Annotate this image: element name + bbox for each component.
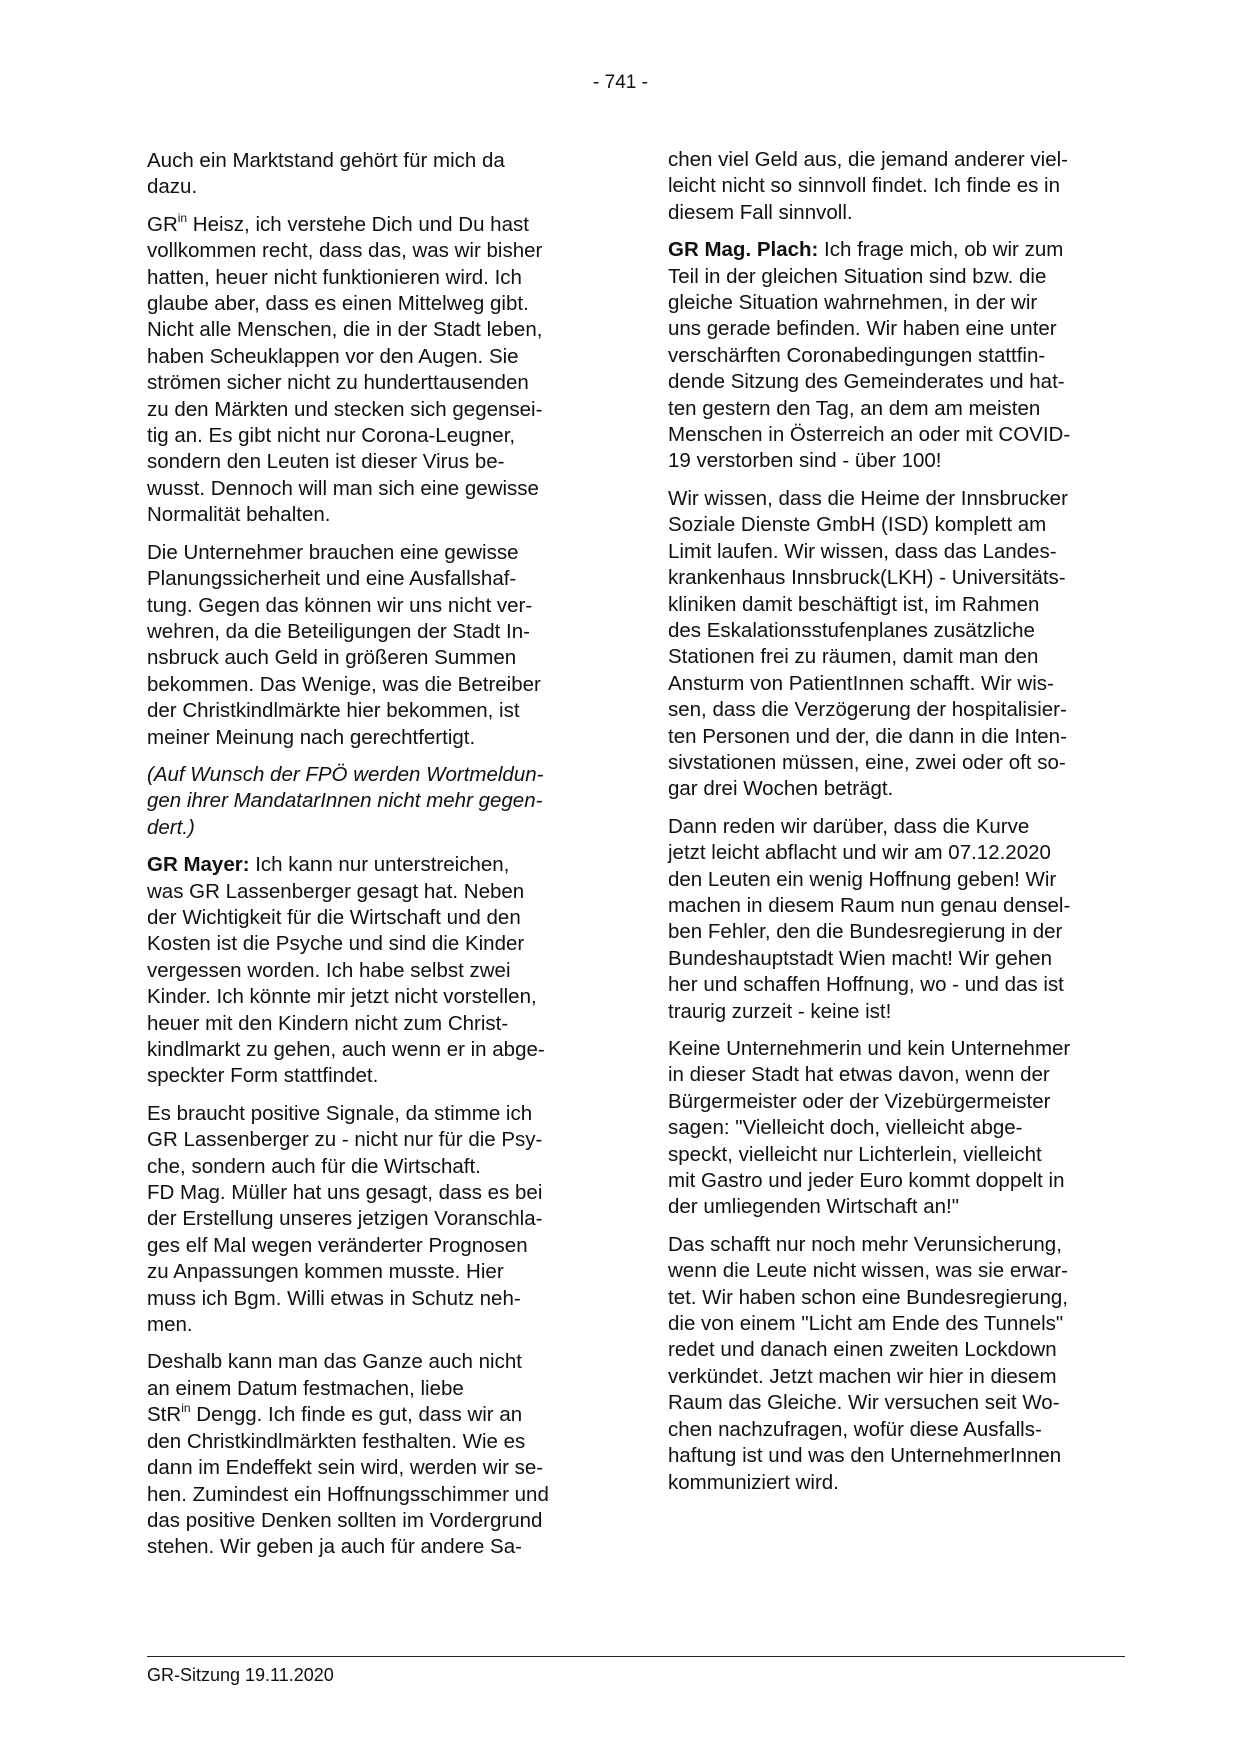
paragraph: Die Unternehmer brauchen eine gewisse Planungssicherheit und eine Ausfallshaf- tung. Gegen das können wir uns nicht ver- wehren, da die Beteiligungen der Stadt In- nsbruck auch Geld in größeren Summen bekommen. Das Wenige, was die Betreiber der Christkindlmärkte hier bekommen, ist meiner Meinung nach gerechtfertigt. — [147, 540, 541, 749]
speech-text: Ich frage mich, ob wir zum Teil in der gleichen Situation sind bzw. die gleiche Situation wahrnehmen, in der wir uns gerade befinden. Wir haben eine unter verschärften Coronabedingungen stattfin- dende Sitzung des Gemeinderates und hat- ten gestern den Tag, an dem am meisten Menschen in Österreich an oder mit COVID- 19 verstorben sind - über 100! — [668, 238, 1071, 473]
title-superscript: in — [181, 1401, 191, 1416]
left-column — [147, 148, 599, 1572]
paragraph: Das schafft nur noch mehr Verunsicherung, wenn die Leute nicht wissen, was sie erwar- tet. Wir haben schon eine Bundesregierung, die von einem "Licht am Ende des Tunnels" redet und danach einen zweiten Lockdown verkündet. Jetzt machen wir hier in diesem Raum das Gleiche. Wir versuchen seit Wo- chen nachzufragen, wofür diese Ausfalls- haftung ist und was den UnternehmerInnen kommuniziert wird. — [668, 1232, 1069, 1494]
speaker-name: GR Mayer: — [147, 853, 250, 877]
speech-paragraph — [147, 852, 599, 1090]
paragraph: Es braucht positive Signale, da stimme ich GR Lassenberger zu - nicht nur für die Psy- che, sondern auch für die Wirtschaft. FD Mag. Müller hat uns gesagt, dass es bei der Erstellung unseres jetzigen Voranschla- ges elf Mal wegen veränderter Prognosen zu Anpassungen kommen musste. Hier muss ich Bgm. Willi etwas in Schutz neh- men. — [147, 1101, 543, 1337]
paragraph-text: Deshalb kann man das Ganze auch nicht an einem Datum festmachen, liebe StR — [147, 1350, 522, 1427]
paragraph — [147, 212, 599, 529]
editorial-note: (Auf Wunsch der FPÖ werden Wortmeldun- gen ihrer MandatarInnen nicht mehr gegen- dert.) — [147, 762, 544, 839]
paragraph: Wir wissen, dass die Heime der Innsbrucker Soziale Dienste GmbH (ISD) komplett am Limit laufen. Wir wissen, dass das Landes- krankenhaus Innsbruck(LKH) - Universitäts- kliniken damit beschäftigt ist, im Rahmen des Eskalationsstufenplanes zusätzliche Stationen frei zu räumen, damit man den Ansturm von PatientInnen schafft. Wir wis- sen, dass die Verzögerung der hospitalisier- ten Personen und der, die dann in die Inten- sivstationen müssen, eine, zwei oder oft so- gar drei Wochen beträgt. — [668, 486, 1068, 801]
speech-paragraph — [668, 237, 1123, 475]
footer-session-date: GR-Sitzung 19.11.2020 — [147, 1665, 334, 1685]
paragraph-text: Heisz, ich verstehe Dich und Du hast vollkommen recht, dass das, was wir bisher hatten, heuer nicht funktionieren wird. Ich glaube aber, dass es einen Mittelweg gibt. Nicht alle Menschen, die in der Stadt leben, haben Scheuklappen vor den Augen. Sie strömen sicher nicht zu hunderttausenden zu den Märkten und stecken sich gegensei- tig an. Es gibt nicht nur Corona-Leugner, sondern den Leuten ist dieser Virus be- wusst. Dennoch will man sich eine gewisse Normalität behalten. — [147, 212, 543, 527]
paragraph: Keine Unternehmerin und kein Unternehmer in dieser Stadt hat etwas davon, wenn der Bürgermeister oder der Vizebürgermeister sagen: "Vielleicht doch, vielleicht abge- speckt, vielleicht nur Lichterlein, vielleicht mit Gastro und jeder Euro kommt doppelt in der umliegenden Wirtschaft an!" — [668, 1037, 1071, 1219]
paragraph — [147, 1349, 599, 1560]
title-abbrev: GR — [147, 212, 178, 236]
speech-text: Ich kann nur unterstreichen, was GR Lassenberger gesagt hat. Neben der Wichtigkeit für die Wirtschaft und den Kosten ist die Psyche und sind die Kinder vergessen worden. Ich habe selbst zwei Kinder. Ich könnte mir jetzt nicht vorstellen, heuer mit den Kindern nicht zum Christ- kindlmarkt zu gehen, auch wenn er in abge- speckter Form stattfindet. — [147, 853, 545, 1088]
paragraph-text: Dengg. Ich finde es gut, dass wir an den Christkindlmärkten festhalten. Wie es dann im Endeffekt sein wird, werden wir se- hen. Zumindest ein Hoffnungsschimmer und das positive Denken sollten im Vordergrund stehen. Wir geben ja auch für andere Sa- — [147, 1403, 549, 1559]
speaker-name: GR Mag. Plach: — [668, 238, 819, 262]
page-number: - 741 - — [593, 72, 648, 93]
title-superscript: in — [177, 210, 188, 225]
right-column — [668, 148, 1123, 1507]
footer-divider — [147, 1656, 1125, 1657]
paragraph: Dann reden wir darüber, dass die Kurve jetzt leicht abflacht und wir am 07.12.2020 den Leuten ein wenig Hoffnung geben! Wir machen in diesem Raum nun genau densel- ben Fehler, den die Bundesregierung in der Bundeshauptstadt Wien macht! Wir gehen her und schaffen Hoffnung, wo - und das ist traurig zurzeit - keine ist! — [668, 814, 1071, 1023]
paragraph: Auch ein Marktstand gehört für mich da dazu. — [147, 149, 505, 199]
paragraph: chen viel Geld aus, die jemand anderer viel- leicht nicht so sinnvoll findet. Ich finde es in diesem Fall sinnvoll. — [668, 148, 1068, 224]
